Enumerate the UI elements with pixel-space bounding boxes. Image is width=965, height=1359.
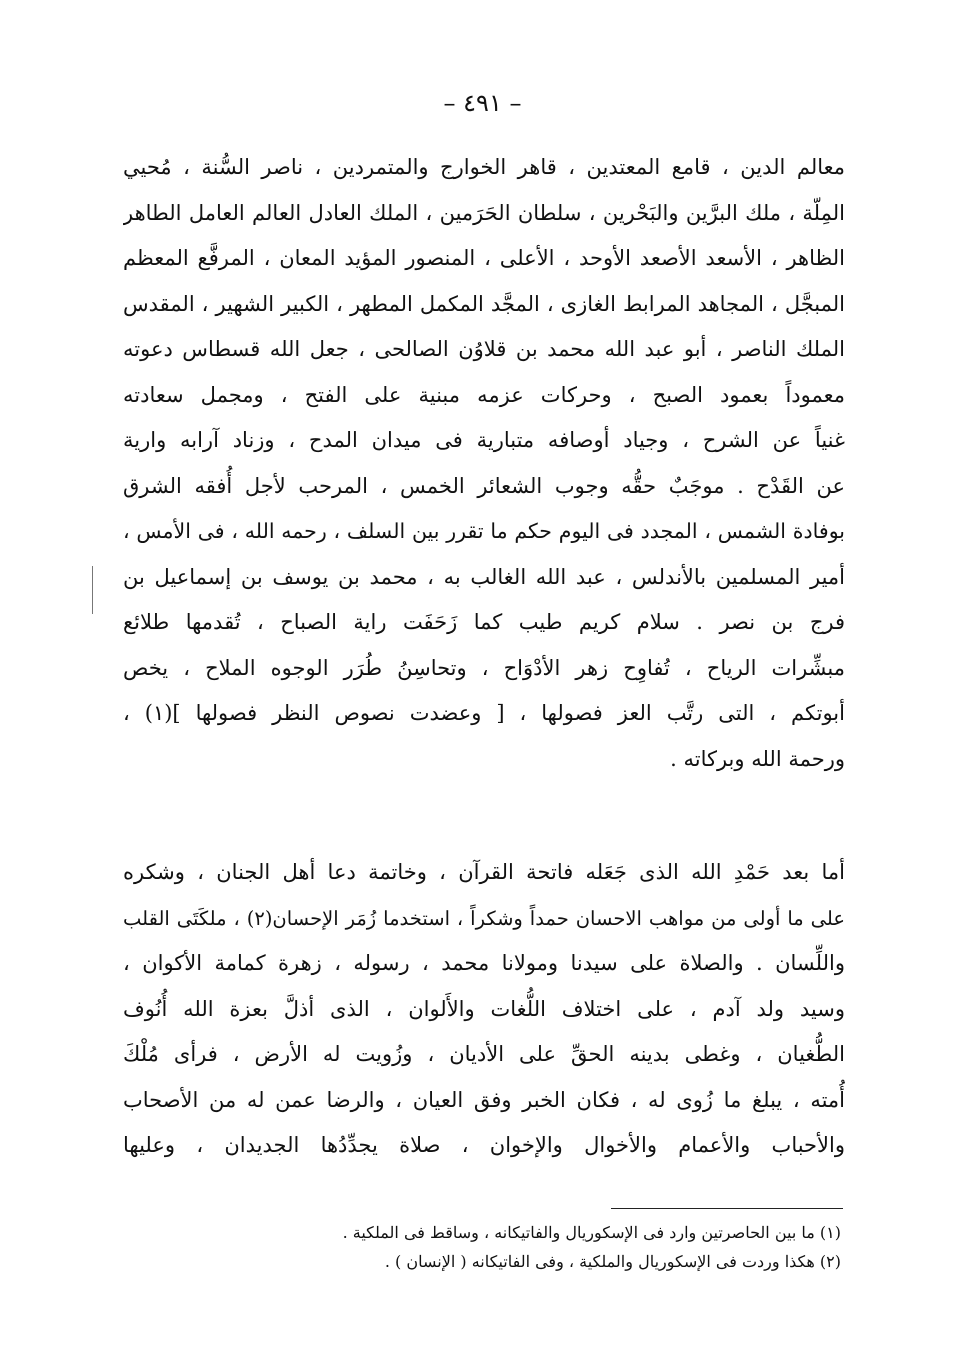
paragraph-2 — [123, 850, 845, 1169]
text-line: الظاهر ، الأسعد الأصعد الأوحد ، الأعلى ، المنصور المؤيد المعان ، المرفَّع المعظم — [123, 246, 845, 270]
footnote-1: (١) ما بين الحاصرتين وارد فى الإسكوريال والفاتيكانه ، وساقط فى الملكية . — [342, 1223, 841, 1242]
text-line: ورحمة الله وبركاته . — [670, 746, 845, 771]
footnote-2: (٢) هكذا وردت فى الإسكوريال والملكية ، وفى الفاتيكانه ( الإنسان ) . — [384, 1252, 841, 1271]
margin-mark — [92, 566, 93, 614]
text-line: وسيد ولد آدم ، على اختلاف اللُّغات والأَلوان ، الذى أذلَّ بعزة الله أُنُوف — [123, 996, 845, 1021]
text-line: أبوتكم ، التى رتَّب العز فصولها ، [ وعضدت نصوص النظر فصولها ](١) ، — [123, 701, 845, 725]
footnote-divider — [611, 1208, 843, 1209]
text-line: بوفادة الشمس ، المجدد فى اليوم حكم ما تقرر بين السلف ، رحمه الله ، فى الأمس ، — [123, 519, 845, 543]
text-line: أما بعد حَمْدِ الله الذى جَعَله فاتحة القرآن ، وخاتمة دعا أهل الجنان ، وشكره — [123, 860, 845, 884]
text-line: فرج بن نصر . سلام كريم طيب كما زَحَفَت راية الصباح ، تُقدمها طلائع — [123, 610, 845, 634]
text-line: المبجَّل ، المجاهد المرابط الغازى ، المجَّد المكمل المطهر ، الكبير الشهير ، المقدس — [123, 291, 845, 316]
footnotes — [119, 1218, 841, 1276]
text-line: والأحباب والأعمام والأخوال والإخوان ، صلاة يجدِّدُها الجديدان ، وعليها — [123, 1133, 845, 1157]
text-line: مبشِّرات الرياح ، تُفاوِح زهر الأدْوَاح ، وتحاسِنُ طُرَر الوجوه الملاح ، يخص — [123, 655, 845, 680]
text-line: عن القَدْح . موجَبٌ حقُّه وجوب الشعائر الخمس ، المرحب لأجل أُفقه الشرق — [123, 473, 845, 498]
text-line: معموداً بعمود الصبح ، وحركات عزمه مبنية على الفتح ، ومجمل سعادته — [123, 382, 845, 407]
text-line: معالم الدين ، قامع المعتدين ، قاهر الخوارج والمتمردين ، ناصر السُّنة ، مُحيي — [123, 155, 845, 179]
text-line: الطُّغيان ، وغطى بدينه الحقِّ على الأديان ، وزُويت له الأرض ، فرأى مُلْكَ — [123, 1042, 845, 1066]
page-number: – ٤٩١ – — [443, 89, 522, 117]
paragraph-1 — [123, 145, 845, 782]
text-line: أُمته ، يبلغ ما زُوى له ، فكان الخبر وفق العيان ، والرضا عمن له من الأصحاب — [123, 1087, 845, 1112]
text-line: على ما أولى من مواهب الاحسان حمداً وشكراً ، استخدما زُمَر الإحسان(٢) ، ملكَتَى القلب — [123, 906, 845, 930]
text-line: واللِّسان . والصلاة على سيدنا ومولانا محمد ، رسوله ، زهرة كمامة الأكوان ، — [123, 951, 845, 975]
text-line: أمير المسلمين بالأندلس ، عبد الله الغالب به ، محمد بن يوسف بن إسماعيل بن — [123, 564, 845, 589]
text-line: الملك الناصر ، أبو عبد الله محمد بن قلاوُن الصالحى ، جعل الله قسطاس دعوته — [123, 337, 845, 361]
text-line: المِلّة ، ملك البرَّين والبَحْرين ، سلطان الحَرَمين ، الملك العادل العالم العامل الطاهر — [123, 200, 845, 225]
text-line: غنياً عن الشرح ، وجياد أوصافه متبارية فى ميدان المدح ، وزناد آرابه وارية — [123, 428, 845, 452]
